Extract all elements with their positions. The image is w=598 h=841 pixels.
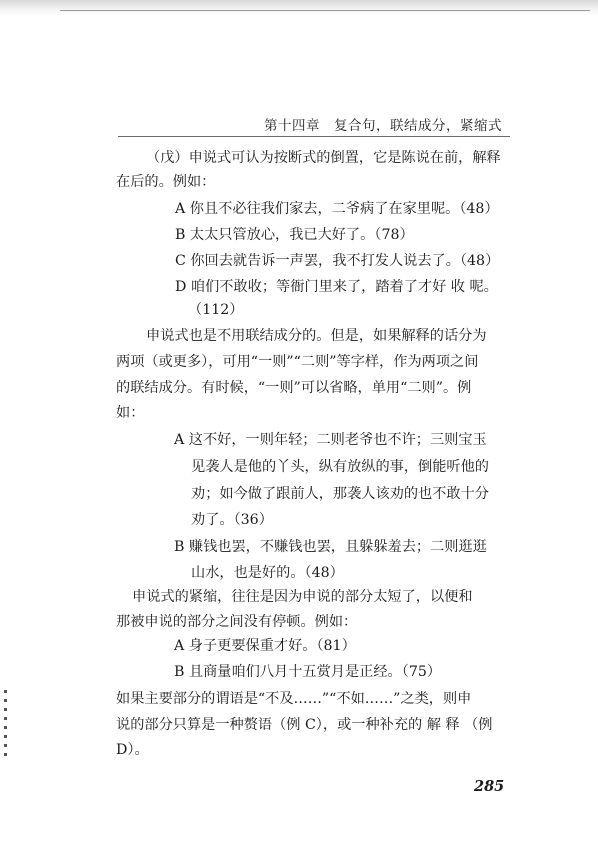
example-line: B 赚钱也罢，不赚钱也罢，且躲躲羞去；二则逛逛 bbox=[174, 539, 487, 555]
text-line: 如果主要部分的谓语是“不及……”“不如……”之类，则申 bbox=[116, 691, 472, 707]
text-line: 说的部分只算是一种赘语（例 C），或一种补充的 解 释 （例 bbox=[116, 717, 493, 733]
running-head: 第十四章 复合句，联结成分，紧缩式 bbox=[264, 118, 502, 134]
example-line: 见袭人是他的丫头，纵有放纵的事，倒能听他的 bbox=[191, 459, 489, 475]
example-line: A 你且不必往我们家去，二爷病了在家里呢。（48） bbox=[175, 201, 499, 217]
text-line: 两项（或更多），可用“一则”“二则”等字样，作为两项之间 bbox=[116, 354, 479, 370]
text-line: 那被申说的部分之间没有停顿。例如： bbox=[116, 614, 358, 630]
text-line: 的联结成分。有时候，“一则”可以省略，单用“二则”。例 bbox=[116, 380, 472, 396]
example-line: D 咱们不敢收；等衙门里来了，踏着了才好 收 呢。 bbox=[175, 279, 498, 295]
example-line: A 这不好，一则年轻；二则老爷也不许；三则宝玉 bbox=[174, 432, 487, 448]
text-line: （戊）申说式可认为按断式的倒置，它是陈说在前，解释 bbox=[146, 150, 501, 166]
text-line: 在后的。例如： bbox=[116, 174, 216, 190]
example-line: 山水，也是好的。（48） bbox=[191, 565, 344, 581]
example-line: B 太太只管放心，我已大好了。（78） bbox=[175, 227, 414, 243]
text-line: 如： bbox=[116, 405, 145, 421]
text-line: 申说式的紧缩，往往是因为申说的部分太短了，以便和 bbox=[132, 589, 473, 605]
example-line: B 且商量咱们八月十五赏月是正经。（75） bbox=[174, 664, 442, 680]
example-line: （112） bbox=[188, 302, 244, 318]
example-line: C 你回去就告诉一声罢，我不打发人说去了。（48） bbox=[175, 253, 500, 269]
example-line: 劝；如今做了跟前人，那袭人该劝的也不敢十分 bbox=[191, 486, 489, 502]
scan-edge-line bbox=[60, 10, 590, 11]
binding-marks bbox=[4, 690, 7, 760]
example-line: A 身子更要保重才好。（81） bbox=[174, 638, 356, 654]
scan-top-edge bbox=[0, 0, 598, 16]
example-line: 劝了。（36） bbox=[191, 512, 273, 528]
text-line: 申说式也是不用联结成分的。但是，如果解释的话分为 bbox=[146, 328, 487, 344]
page-number: 285 bbox=[474, 778, 505, 795]
header-rule bbox=[118, 136, 510, 137]
text-line: D）。 bbox=[116, 742, 149, 758]
